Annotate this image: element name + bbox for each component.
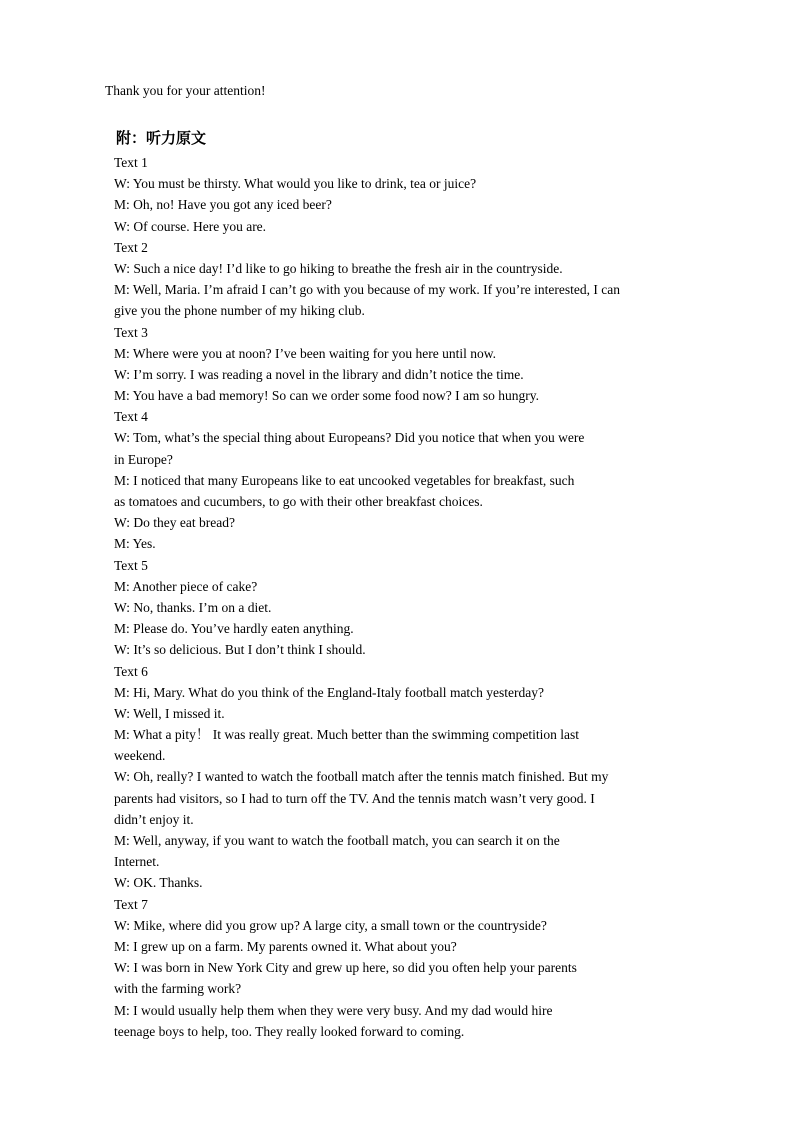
text-label: Text 5 <box>114 557 148 573</box>
transcript-line: M: Where were you at noon? I’ve been waiting for you here until now. <box>114 345 497 361</box>
transcript-line: M: What a pity！ It was really great. Much better than the swimming competition last <box>114 727 580 743</box>
transcript-line: M: I noticed that many Europeans like to eat uncooked vegetables for breakfast, such <box>114 472 575 488</box>
text-label: Text 3 <box>114 324 148 340</box>
transcript-line: M: Yes. <box>114 536 156 552</box>
transcript-line: M: Another piece of cake? <box>114 578 258 594</box>
text-label: Text 7 <box>114 896 148 912</box>
transcript-line: M: I grew up on a farm. My parents owned it. What about you? <box>114 938 457 954</box>
transcript-line: with the farming work? <box>114 981 242 997</box>
section-heading: 附：听力原文 <box>116 131 207 147</box>
transcript-line: didn’t enjoy it. <box>114 811 194 827</box>
transcript-line: M: Please do. You’ve hardly eaten anything. <box>114 621 354 637</box>
transcript-line: weekend. <box>114 748 166 764</box>
transcript-line: teenage boys to help, too. They really looked forward to coming. <box>114 1023 465 1039</box>
transcript-line: W: No, thanks. I’m on a diet. <box>114 599 272 615</box>
transcript-line: M: Hi, Mary. What do you think of the England-Italy football match yesterday? <box>114 684 545 700</box>
transcript-line: give you the phone number of my hiking club. <box>114 303 365 319</box>
text-label: Text 2 <box>114 239 148 255</box>
transcript-line: M: You have a bad memory! So can we order some food now? I am so hungry. <box>114 388 540 404</box>
transcript-line: M: Well, anyway, if you want to watch the football match, you can search it on the <box>114 833 560 848</box>
transcript-line: as tomatoes and cucumbers, to go with their other breakfast choices. <box>114 494 483 509</box>
transcript-line: W: Well, I missed it. <box>114 705 225 721</box>
transcript-line: W: Such a nice day! I’d like to go hiking to breathe the fresh air in the countryside. <box>114 260 563 276</box>
transcript-line: W: OK. Thanks. <box>114 875 203 891</box>
transcript-line: M: Oh, no! Have you got any iced beer? <box>114 197 332 213</box>
transcript-line: in Europe? <box>114 451 173 467</box>
transcript-line: W: You must be thirsty. What would you like to drink, tea or juice? <box>114 176 477 192</box>
transcript-line: Internet. <box>114 854 160 870</box>
transcript-line: parents had visitors, so I had to turn off the TV. And the tennis match wasn’t very good. I <box>114 790 595 806</box>
transcript-line: W: Oh, really? I wanted to watch the football match after the tennis match finished. But my <box>114 769 609 785</box>
transcript-line: W: I’m sorry. I was reading a novel in the library and didn’t notice the time. <box>114 366 524 382</box>
transcript-line: W: Do they eat bread? <box>114 515 235 531</box>
text-label: Text 6 <box>114 663 148 679</box>
transcript-line: M: Well, Maria. I’m afraid I can’t go with you because of my work. If you’re interested, I can <box>114 282 620 298</box>
text-label: Text 4 <box>114 409 148 425</box>
transcript-body <box>114 152 724 1042</box>
closing-remark: Thank you for your attention! <box>105 83 266 98</box>
transcript-line: W: It’s so delicious. But I don’t think I should. <box>114 642 366 658</box>
transcript-line: W: Tom, what’s the special thing about Europeans? Did you notice that when you were <box>114 430 585 446</box>
transcript-line: W: Mike, where did you grow up? A large city, a small town or the countryside? <box>114 917 547 933</box>
transcript-line: W: Of course. Here you are. <box>114 218 267 234</box>
transcript-line: M: I would usually help them when they were very busy. And my dad would hire <box>114 1002 553 1018</box>
transcript-line: W: I was born in New York City and grew up here, so did you often help your parents <box>114 960 577 976</box>
text-label: Text 1 <box>114 155 148 170</box>
